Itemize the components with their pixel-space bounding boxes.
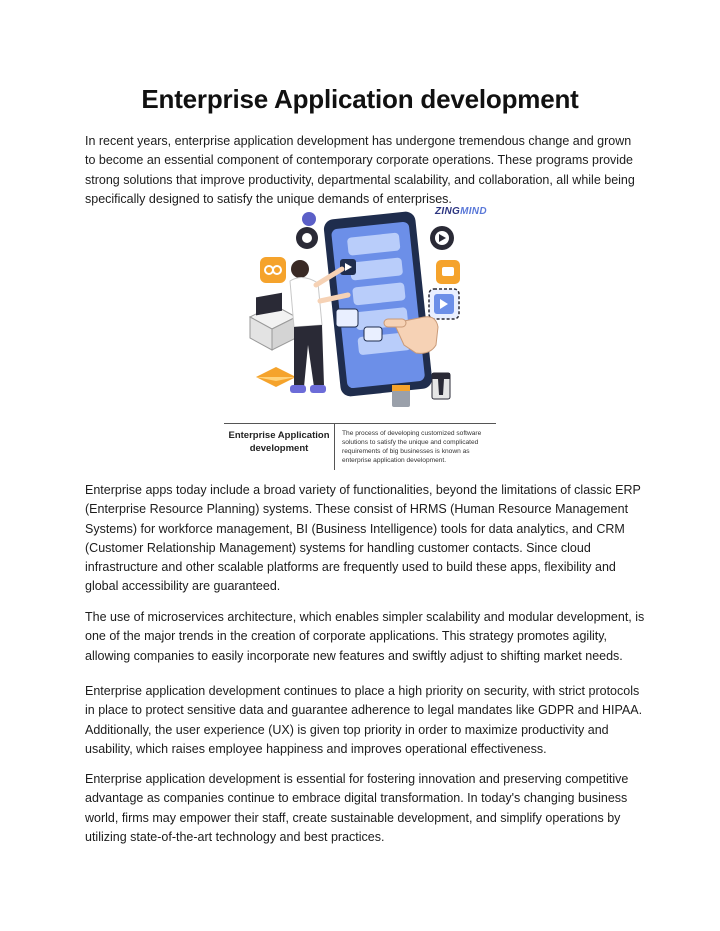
caption-divider (334, 424, 335, 470)
paragraph-security: Enterprise application development continues to place a high priority on security, with strict protocols in place to protect sensitive data and guarantee adherence to legal mandates like GDPR and HIPAA. Additionally, the user experience (UX) is given top priority in order to maximize productivity and usability, which raises employee happiness and improves operational effectiveness. (85, 684, 643, 756)
video-icon (429, 289, 459, 319)
link-icon (260, 257, 286, 283)
chat-icon (436, 260, 460, 284)
phone-graphic (323, 211, 433, 398)
page-title: Enterprise Application development (141, 84, 579, 114)
illustration-graphic (224, 205, 496, 420)
brand-logo-accent: MIND (460, 206, 487, 217)
caption-rule (224, 423, 496, 424)
caption-description: The process of developing customized software solutions to satisfy the unique and complicated requirements of big businesses is known as enterprise application development. (342, 430, 482, 464)
paragraph-conclusion: Enterprise application development is essential for fostering innovation and preserving competitive advantage as companies continue to embrace digital transformation. In today's changing business world, firms may empower their staff, create sustainable development, and simplify operations by utilizing state-of-the-art technology and best practices. (85, 772, 629, 844)
illustration-figure (224, 205, 496, 477)
paragraph-intro: In recent years, enterprise application development has undergone tremendous change and grown to become an essential component of contemporary corporate operations. These programs provide strong solutions that improve productivity, departmental scalability, and collaboration, all while being specifically designed to satisfy the unique demands of enterprises. (85, 134, 635, 206)
play-icon (430, 226, 454, 250)
envelope-icon (256, 367, 296, 387)
code-box-icon (250, 293, 296, 350)
gear-icon (296, 212, 318, 249)
paragraph-microservices: The use of microservices architecture, which enables simpler scalability and modular development, is one of the major trends in the creation of corporate applications. This strategy promotes agility, allowing companies to easily incorporate new features and swiftly adjust to shifting market needs. (85, 610, 645, 663)
caption-title: Enterprise Application development (228, 430, 330, 454)
paragraph-functionalities: Enterprise apps today include a broad variety of functionalities, beyond the limitations of classic ERP (Enterprise Resource Planning) systems. These consist of HRMS (Human Resource Management Systems) for workforce management, BI (Business Intelligence) tools for data analytics, and CRM (Customer Relationship Management) systems for handling customer contacts. Since cloud infrastructure and other scalable platforms are frequently used to build these apps, flexibility and global accessibility are guaranteed. (85, 483, 641, 594)
brand-logo-main: ZING (435, 206, 461, 217)
brand-logo (435, 206, 487, 217)
